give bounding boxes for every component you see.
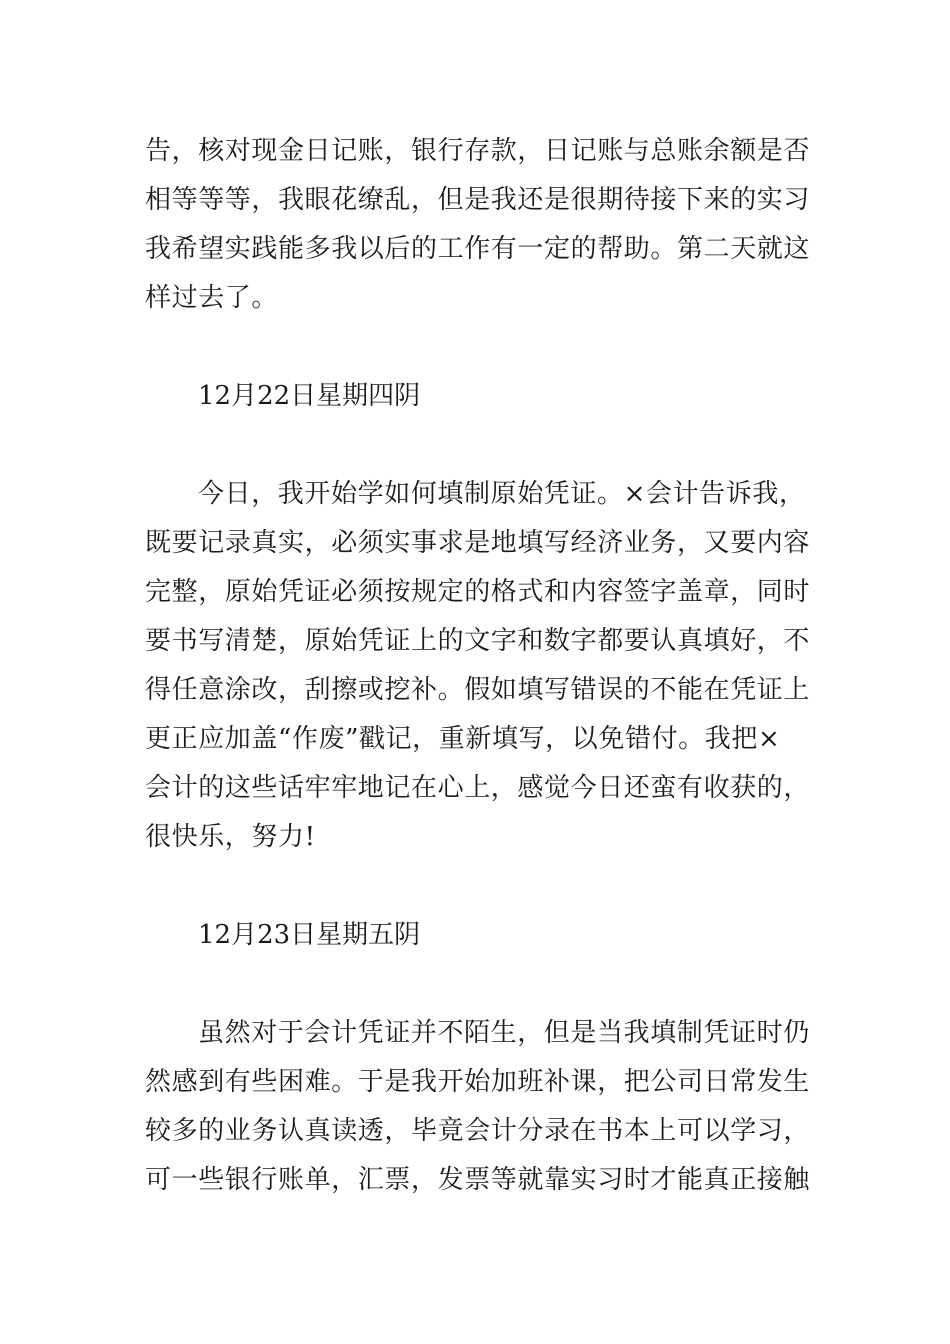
paragraph-spacer [145,323,810,372]
document-body [145,127,810,1205]
text-line-first: 虽然对于会计凭证并不陌生，但是当我填制凭证时仍 [198,1018,810,1048]
text-line: 很快乐，努力! [145,822,316,852]
text-line: 可一些银行账单，汇票，发票等就靠实习时才能真正接触 [145,1165,811,1195]
text-line: 然感到有些困难。于是我开始加班补课，把公司日常发生 [145,1067,811,1097]
text-line: 告，核对现金日记账，银行存款，日记账与总账余额是否 [145,136,811,166]
text-line: 得任意涂改，刮擦或挖补。假如填写错误的不能在凭证上 [145,675,811,705]
paragraph-spacer [145,421,810,470]
text-line: 既要记录真实，必须实事求是地填写经济业务，又要内容 [145,528,811,558]
date-heading-dec-23: 12月23日星期五阴 [198,920,421,950]
text-line: 更正应加盖“作废”戳记，重新填写，以免错付。我把× [145,724,781,754]
text-line: 我希望实践能多我以后的工作有一定的帮助。第二天就这 [145,234,811,264]
text-line: 要书写清楚，原始凭证上的文字和数字都要认真填好，不 [145,626,811,656]
date-heading-dec-22: 12月22日星期四阴 [198,381,421,411]
paragraph-spacer [145,862,810,911]
paragraph-dec-22 [145,470,810,862]
text-line: 较多的业务认真读透，毕竟会计分录在书本上可以学习， [145,1116,811,1146]
text-line: 完整，原始凭证必须按规定的格式和内容签字盖章，同时 [145,577,811,607]
paragraph-continued [145,127,810,323]
paragraph-dec-23 [145,1009,810,1205]
text-line: 会计的这些话牢牢地记在心上，感觉今日还蛮有收获的， [145,773,811,803]
text-line-first: 今日，我开始学如何填制原始凭证。×会计告诉我， [198,479,806,509]
paragraph-spacer [145,960,810,1009]
text-line: 样过去了。 [145,283,279,313]
text-line: 相等等等，我眼花缭乱，但是我还是很期待接下来的实习 [145,185,811,215]
